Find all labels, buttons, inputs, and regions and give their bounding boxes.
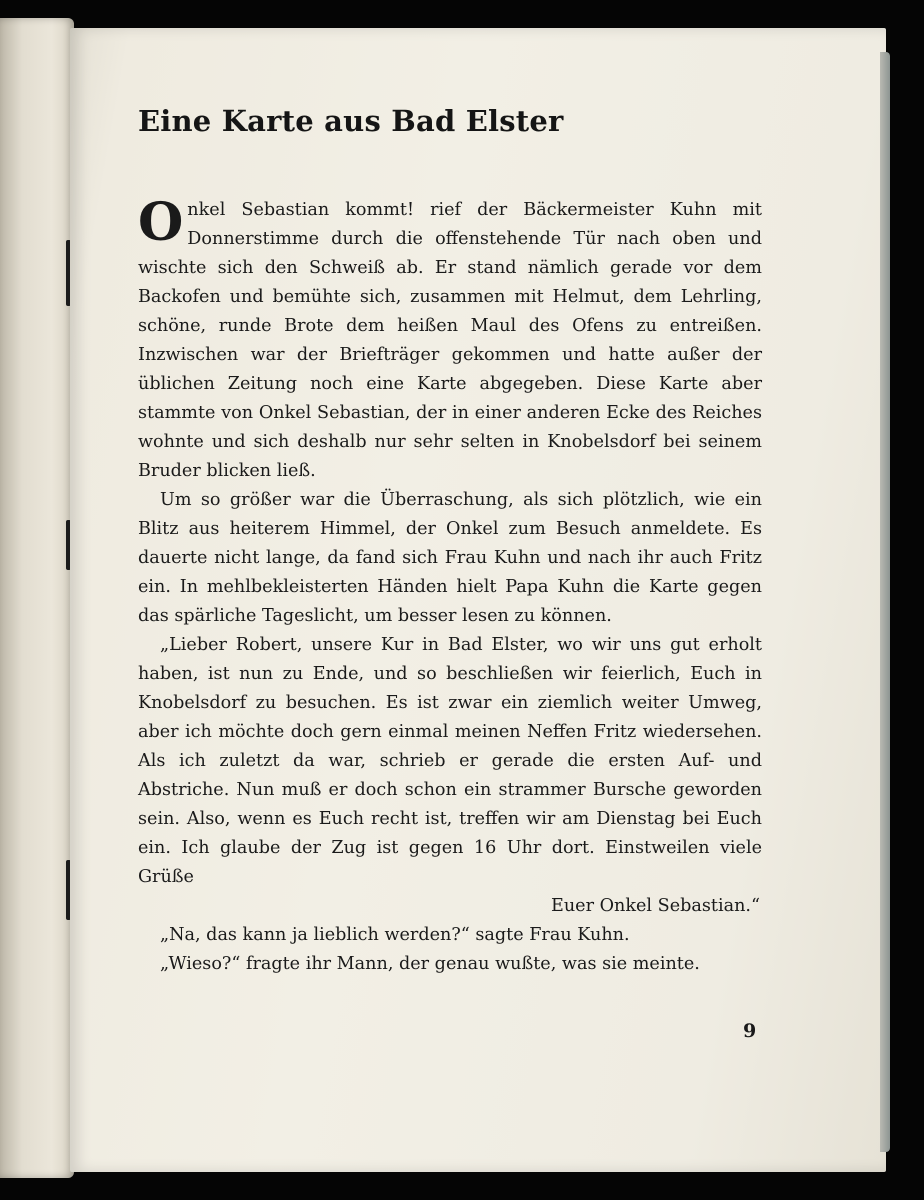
paragraph: „Lieber Robert, unsere Kur in Bad Elster, wo wir uns gut erholt haben, ist nun zu Ende, und so beschließen wir feierlich, Euch in Knobelsdorf zu besuchen. Es ist zwar ein ziemlich weiter Umweg, aber ich möchte doch gern einmal meinen Neffen Fritz wiedersehen. Als ich zuletzt da war, schrieb er gerade die ersten Auf- und Abstriche. Nun muß er doch schon ein strammer Bursche geworden sein. Also, wenn es Euch recht ist, treffen wir am Dienstag bei Euch ein. Ich glaube der Zug ist gegen 16 Uhr dort. Einstweilen viele Grüße: [138, 635, 762, 887]
page-stack-edge: [880, 52, 890, 1152]
body-text: [138, 192, 762, 979]
chapter-title: Eine Karte aus Bad Elster: [138, 104, 564, 138]
paragraph: Onkel Sebastian kommt! rief der Bäckermeister Kuhn mit Donnerstimme durch die offenstehende Tür nach oben und wischte sich den Schweiß ab. Er stand nämlich gerade vor dem Backofen und bemühte sich, zusammen mit Helmut, dem Lehrling, schöne, runde Brote dem heißen Maul des Ofens zu entreißen. Inzwischen war der Briefträger gekommen und hatte außer der üblichen Zeitung noch eine Karte abgegeben. Diese Karte aber stammte von Onkel Sebastian, der in einer anderen Ecke des Reiches wohnte und sich deshalb nur sehr selten in Knobelsdorf bei seinem Bruder blicken ließ.: [138, 192, 762, 481]
paragraph: Um so größer war die Überraschung, als sich plötzlich, wie ein Blitz aus heiterem Himmel, der Onkel zum Besuch anmeldete. Es dauerte nicht lange, da fand sich Frau Kuhn und nach ihr auch Fritz ein. In mehlbekleisterten Händen hielt Papa Kuhn die Karte gegen das spärliche Tageslicht, um besser lesen zu können.: [138, 490, 762, 626]
paragraph: „Wieso?“ fragte ihr Mann, der genau wußte, was sie meinte.: [160, 954, 700, 974]
left-page-edge: [0, 18, 74, 1178]
paragraph: „Na, das kann ja lieblich werden?“ sagte Frau Kuhn.: [160, 925, 630, 945]
letter-signature: Euer Onkel Sebastian.“: [551, 896, 760, 916]
page-number: 9: [743, 1020, 757, 1042]
